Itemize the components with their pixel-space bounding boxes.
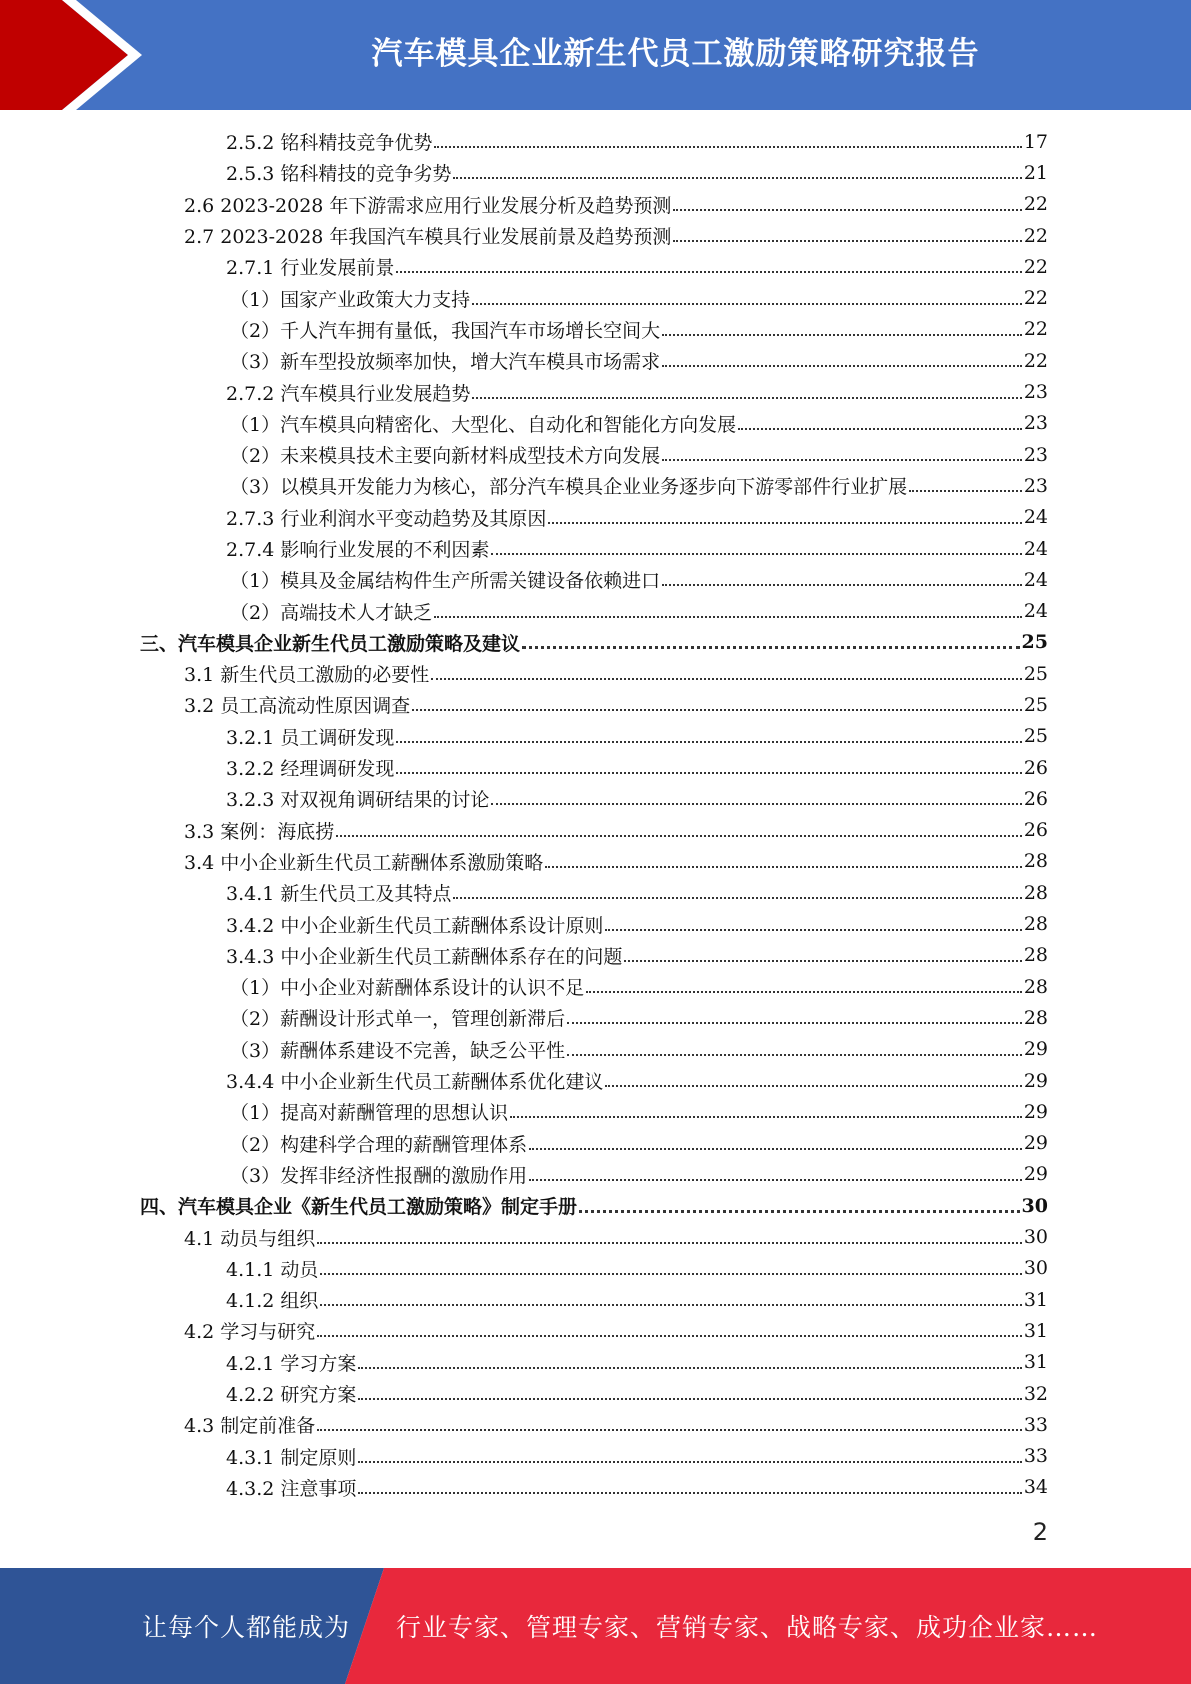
toc-dot-leader — [396, 722, 1021, 743]
toc-entry-page: 28 — [1023, 944, 1048, 967]
toc-entry[interactable] — [140, 846, 1048, 877]
toc-entry-title: 3.4.4 中小企业新生代员工薪酬体系优化建议 — [226, 1071, 604, 1094]
toc-entry-page: 22 — [1023, 287, 1048, 310]
toc-dot-leader — [586, 972, 1022, 993]
toc-entry-page: 34 — [1023, 1476, 1048, 1499]
toc-entry[interactable] — [140, 282, 1048, 313]
toc-entry-page: 24 — [1023, 537, 1048, 560]
toc-entry-page: 17 — [1023, 130, 1048, 153]
toc-entry-title: 3.2.3 对双视角调研结果的讨论 — [226, 789, 490, 812]
toc-entry[interactable] — [140, 1284, 1048, 1315]
toc-entry-title: 2.5.3 铭科精技的竞争劣势 — [226, 163, 452, 186]
toc-entry[interactable] — [140, 1440, 1048, 1471]
toc-entry-title: 3.1 新生代员工激励的必要性 — [184, 664, 430, 687]
toc-entry-page: 30 — [1021, 1194, 1048, 1217]
toc-dot-leader — [431, 659, 1022, 680]
toc-dot-leader — [522, 627, 1020, 649]
toc-entry[interactable] — [140, 470, 1048, 501]
toc-entry-title: （1）提高对薪酬管理的思想认识 — [230, 1102, 509, 1125]
toc-entry[interactable] — [140, 1409, 1048, 1440]
toc-entry[interactable] — [140, 1128, 1048, 1159]
toc-dot-leader — [317, 1410, 1022, 1431]
toc-entry-page: 26 — [1023, 787, 1048, 810]
toc-entry[interactable] — [140, 752, 1048, 783]
toc-entry[interactable] — [140, 877, 1048, 908]
toc-dot-leader — [548, 503, 1021, 524]
toc-entry-page: 32 — [1023, 1382, 1048, 1405]
toc-entry-title: （2）高端技术人才缺乏 — [230, 601, 433, 624]
toc-entry-page: 29 — [1023, 1163, 1048, 1186]
toc-entry-title: 三、汽车模具企业新生代员工激励策略及建议 — [140, 632, 521, 655]
toc-entry-title: 4.3.2 注意事项 — [226, 1477, 357, 1500]
toc-entry-page: 29 — [1023, 1132, 1048, 1155]
toc-entry-page: 22 — [1023, 224, 1048, 247]
footer-slogan-right: 行业专家、管理专家、营销专家、战略专家、成功企业家…… — [396, 1613, 1099, 1642]
table-of-contents — [140, 126, 1048, 1503]
toc-entry-title: （2）千人汽车拥有量低，我国汽车市场增长空间大 — [230, 319, 661, 342]
toc-entry[interactable] — [140, 1096, 1048, 1127]
toc-entry[interactable] — [140, 220, 1048, 251]
toc-dot-leader — [453, 878, 1021, 899]
footer-slogan-left: 让每个人都能成为 — [142, 1613, 351, 1642]
toc-entry-title: （2）未来模具技术主要向新材料成型技术方向发展 — [230, 445, 661, 468]
toc-entry-title: 4.3 制定前准备 — [184, 1415, 316, 1438]
toc-entry[interactable] — [140, 1065, 1048, 1096]
toc-entry-title: （3）发挥非经济性报酬的激励作用 — [230, 1164, 528, 1187]
toc-entry[interactable] — [140, 595, 1048, 626]
toc-entry-page: 29 — [1023, 1069, 1048, 1092]
toc-entry[interactable] — [140, 689, 1048, 720]
toc-entry-page: 28 — [1023, 913, 1048, 936]
toc-entry-page: 33 — [1023, 1445, 1048, 1468]
header-banner — [0, 0, 1191, 110]
toc-entry-page: 24 — [1023, 600, 1048, 623]
toc-entry-page: 23 — [1023, 381, 1048, 404]
toc-entry-page: 29 — [1023, 1100, 1048, 1123]
toc-entry-page: 25 — [1021, 631, 1048, 654]
toc-entry-page: 22 — [1023, 318, 1048, 341]
toc-entry-title: 2.7 2023-2028 年我国汽车模具行业发展前景及趋势预测 — [184, 226, 672, 249]
toc-entry-title: 四、汽车模具企业《新生代员工激励策略》制定手册 — [140, 1196, 578, 1219]
toc-entry[interactable] — [140, 1347, 1048, 1378]
toc-entry[interactable] — [140, 251, 1048, 282]
toc-entry-page: 22 — [1023, 349, 1048, 372]
toc-dot-leader — [605, 910, 1021, 931]
toc-entry[interactable] — [140, 1221, 1048, 1252]
toc-dot-leader — [510, 1097, 1022, 1118]
toc-entry-title: 4.1.2 组织 — [226, 1290, 319, 1313]
toc-entry-page: 28 — [1023, 975, 1048, 998]
toc-entry[interactable] — [140, 1190, 1048, 1221]
toc-dot-leader — [529, 1160, 1022, 1181]
toc-dot-leader — [434, 597, 1022, 618]
toc-entry-title: 4.2.1 学习方案 — [226, 1352, 357, 1375]
toc-dot-leader — [662, 346, 1022, 367]
toc-entry-page: 30 — [1023, 1257, 1048, 1280]
report-title: 汽车模具企业新生代员工激励策略研究报告 — [371, 35, 980, 72]
toc-entry-page: 23 — [1023, 474, 1048, 497]
toc-entry-title: （1）汽车模具向精密化、大型化、自动化和智能化方向发展 — [230, 413, 737, 436]
toc-dot-leader — [529, 1129, 1022, 1150]
toc-entry-title: 4.2.2 研究方案 — [226, 1384, 357, 1407]
toc-dot-leader — [317, 1223, 1022, 1244]
toc-entry-page: 26 — [1023, 756, 1048, 779]
toc-entry[interactable] — [140, 627, 1048, 658]
toc-dot-leader — [358, 1379, 1021, 1400]
toc-dot-leader — [624, 941, 1021, 962]
toc-dot-leader — [358, 1473, 1021, 1494]
toc-dot-leader — [396, 753, 1021, 774]
toc-entry-title: （1）国家产业政策大力支持 — [230, 288, 471, 311]
toc-entry-title: 2.7.3 行业利润水平变动趋势及其原因 — [226, 507, 547, 530]
toc-dot-leader — [738, 409, 1022, 430]
toc-entry[interactable] — [140, 533, 1048, 564]
toc-dot-leader — [453, 158, 1021, 179]
toc-entry-title: 4.2 学习与研究 — [184, 1321, 316, 1344]
toc-entry[interactable] — [140, 721, 1048, 752]
toc-entry[interactable] — [140, 345, 1048, 376]
footer-banner — [0, 1568, 1191, 1684]
toc-dot-leader — [396, 252, 1021, 273]
toc-dot-leader — [662, 565, 1022, 586]
toc-dot-leader — [673, 221, 1021, 242]
toc-entry[interactable] — [140, 1315, 1048, 1346]
toc-entry-title: 2.7.4 影响行业发展的不利因素 — [226, 539, 490, 561]
toc-entry[interactable] — [140, 502, 1048, 533]
toc-entry-title: （3）薪酬体系建设不完善，缺乏公平性 — [230, 1039, 566, 1062]
toc-dot-leader — [567, 1035, 1022, 1056]
toc-entry[interactable] — [140, 1034, 1048, 1065]
toc-entry[interactable] — [140, 940, 1048, 971]
toc-entry-page: 22 — [1023, 255, 1048, 278]
toc-entry-title: 3.4.1 新生代员工及其特点 — [226, 883, 452, 906]
toc-entry-title: （1）模具及金属结构件生产所需关键设备依赖进口 — [230, 570, 661, 593]
toc-dot-leader — [662, 440, 1022, 461]
toc-entry-title: 3.2 员工高流动性原因调查 — [184, 695, 411, 718]
toc-dot-leader — [358, 1442, 1021, 1463]
toc-dot-leader — [434, 127, 1021, 148]
toc-entry-page: 31 — [1023, 1351, 1048, 1374]
toc-entry[interactable] — [140, 157, 1048, 188]
toc-entry-page: 28 — [1023, 881, 1048, 904]
toc-entry-page: 28 — [1023, 850, 1048, 873]
toc-dot-leader — [491, 534, 1021, 555]
toc-entry-page: 30 — [1023, 1226, 1048, 1249]
toc-entry-title: （2）构建科学合理的薪酬管理体系 — [230, 1133, 528, 1156]
toc-entry-title: 3.4.2 中小企业新生代员工薪酬体系设计原则 — [226, 914, 604, 937]
toc-entry[interactable] — [140, 815, 1048, 846]
toc-dot-leader — [320, 1285, 1021, 1306]
toc-dot-leader — [472, 284, 1022, 305]
toc-entry-title: （1）中小企业对薪酬体系设计的认识不足 — [230, 977, 585, 1000]
toc-entry[interactable] — [140, 1472, 1048, 1503]
toc-entry[interactable] — [140, 126, 1048, 157]
page-number: 2 — [1032, 1518, 1048, 1546]
toc-entry[interactable] — [140, 439, 1048, 470]
toc-entry[interactable] — [140, 1159, 1048, 1190]
toc-entry[interactable] — [140, 658, 1048, 689]
toc-dot-leader — [545, 847, 1022, 868]
toc-entry-page: 26 — [1023, 819, 1048, 842]
header-chevron-decoration — [0, 0, 160, 110]
toc-entry-page: 24 — [1023, 506, 1048, 529]
toc-entry[interactable] — [140, 908, 1048, 939]
toc-entry-title: 3.2.2 经理调研发现 — [226, 758, 395, 781]
toc-dot-leader — [472, 378, 1021, 399]
toc-entry-page: 24 — [1023, 568, 1048, 591]
toc-entry-title: 3.4 中小企业新生代员工薪酬体系激励策略 — [184, 851, 544, 874]
toc-entry-title: （2）薪酬设计形式单一，管理创新滞后 — [230, 1008, 566, 1031]
toc-entry[interactable] — [140, 783, 1048, 814]
toc-entry[interactable] — [140, 408, 1048, 439]
toc-entry[interactable] — [140, 1253, 1048, 1284]
toc-entry-page: 25 — [1023, 725, 1048, 748]
toc-entry-title: 4.1 动员与组织 — [184, 1227, 316, 1250]
toc-entry-page: 22 — [1023, 193, 1048, 216]
toc-entry-title: 3.3 案例：海底捞 — [184, 820, 335, 843]
toc-entry[interactable] — [140, 189, 1048, 220]
toc-entry[interactable] — [140, 1378, 1048, 1409]
toc-entry-page: 31 — [1023, 1288, 1048, 1311]
toc-entry-title: （3）新车型投放频率加快，增大汽车模具市场需求 — [230, 351, 661, 374]
toc-entry-title: 2.6 2023-2028 年下游需求应用行业发展分析及趋势预测 — [184, 194, 672, 217]
toc-dot-leader — [662, 315, 1022, 336]
toc-dot-leader — [567, 1003, 1022, 1024]
toc-entry[interactable] — [140, 314, 1048, 345]
toc-entry-page: 25 — [1023, 662, 1048, 685]
toc-dot-leader — [412, 690, 1022, 711]
toc-dot-leader — [673, 190, 1021, 211]
toc-entry-page: 31 — [1023, 1319, 1048, 1342]
toc-entry-title: 2.7.2 汽车模具行业发展趋势 — [226, 382, 471, 405]
toc-entry-page: 25 — [1023, 693, 1048, 716]
toc-dot-leader — [320, 1254, 1021, 1275]
toc-entry[interactable] — [140, 564, 1048, 595]
toc-dot-leader — [317, 1316, 1022, 1337]
toc-entry-page: 23 — [1023, 443, 1048, 466]
toc-dot-leader — [579, 1191, 1020, 1213]
toc-entry-title: 4.1.1 动员 — [226, 1258, 319, 1281]
toc-dot-leader — [336, 816, 1022, 837]
toc-entry-page: 23 — [1023, 412, 1048, 435]
toc-dot-leader — [491, 784, 1021, 805]
toc-entry-page: 29 — [1023, 1038, 1048, 1061]
toc-entry-title: 3.4.3 中小企业新生代员工薪酬体系存在的问题 — [226, 945, 623, 968]
toc-entry[interactable] — [140, 971, 1048, 1002]
toc-entry-title: 3.2.1 员工调研发现 — [226, 726, 395, 749]
toc-entry-page: 28 — [1023, 1006, 1048, 1029]
toc-dot-leader — [605, 1066, 1021, 1087]
toc-entry-title: 2.5.2 铭科精技竞争优势 — [226, 132, 433, 155]
toc-entry-title: （3）以模具开发能力为核心，部分汽车模具企业业务逐步向下游零部件行业扩展 — [230, 476, 908, 499]
toc-entry[interactable] — [140, 1002, 1048, 1033]
toc-entry-title: 2.7.1 行业发展前景 — [226, 257, 395, 280]
toc-entry-page: 33 — [1023, 1413, 1048, 1436]
toc-entry[interactable] — [140, 376, 1048, 407]
toc-entry-title: 4.3.1 制定原则 — [226, 1446, 357, 1469]
toc-dot-leader — [358, 1348, 1021, 1369]
toc-entry-page: 21 — [1023, 161, 1048, 184]
toc-dot-leader — [909, 471, 1022, 492]
